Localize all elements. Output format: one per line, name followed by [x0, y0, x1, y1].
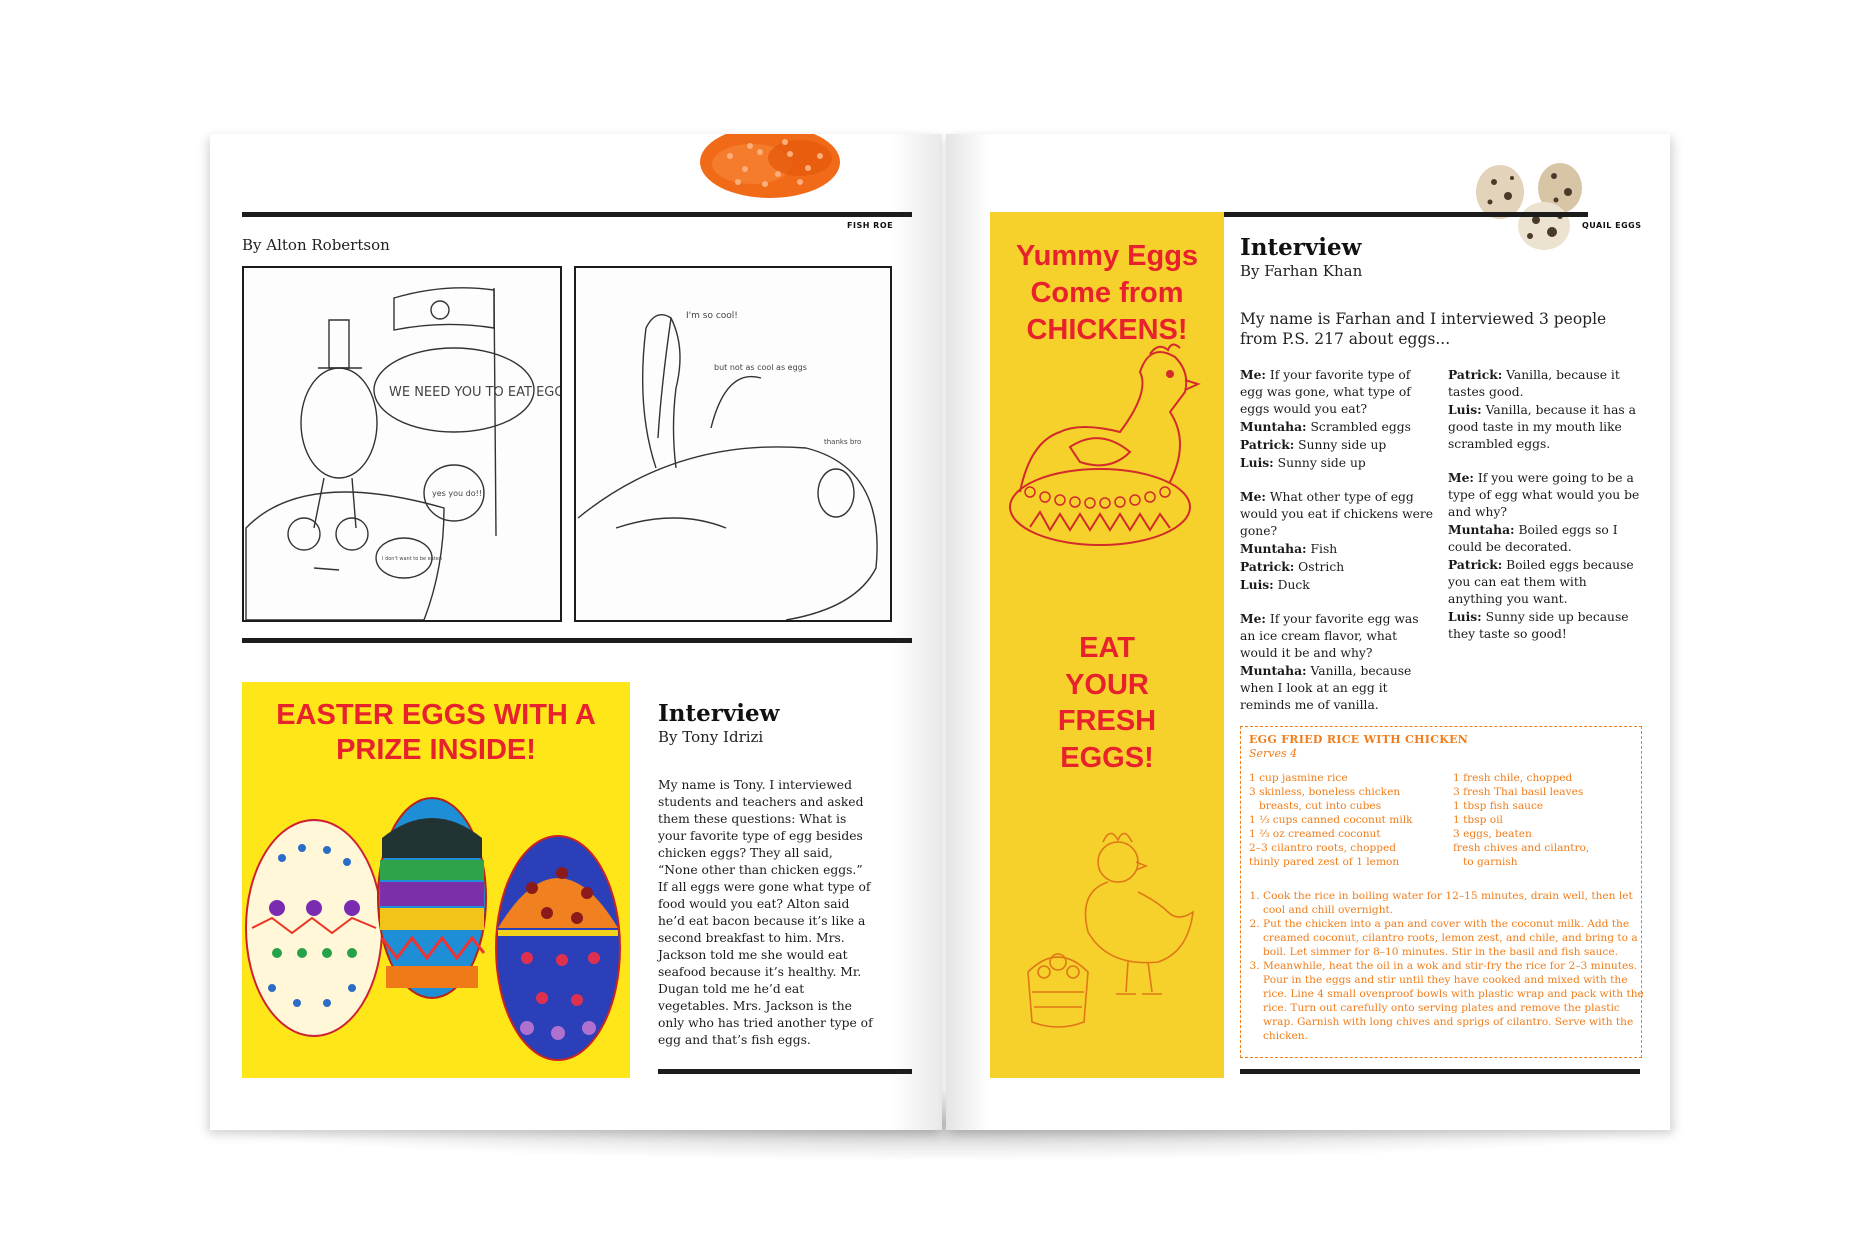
qa-text: Sunny side up [1294, 438, 1387, 452]
top-rule [242, 212, 912, 217]
interview-byline-farhan: By Farhan Khan [1240, 262, 1363, 280]
easter-eggs-title: EASTER EGGS WITH A PRIZE INSIDE! [276, 699, 596, 766]
qa-speaker: Me: [1240, 489, 1266, 504]
qa-text: Ostrich [1294, 560, 1345, 574]
comic-panel-1 [242, 266, 562, 622]
recipe-box [1240, 726, 1642, 1058]
qa-text: Vanilla, because when I look at an egg it reminds me of vanilla. [1240, 664, 1412, 712]
ingredients-left [1249, 771, 1413, 869]
interview-byline-tony: By Tony Idrizi [658, 728, 764, 746]
right-page [946, 134, 1670, 1130]
qa-speaker: Patrick: [1448, 557, 1503, 572]
comic-speech-2: but not as cool as eggs [714, 363, 807, 372]
hen-drawing [1000, 332, 1214, 552]
ingredient: to garnish [1463, 856, 1518, 868]
recipe-serves: Serves 4 [1249, 747, 1298, 760]
interview-qa-col1 [1240, 366, 1436, 730]
qa-block-4 [1448, 366, 1644, 453]
qa-speaker: Luis: [1448, 609, 1482, 624]
qa-text: Duck [1273, 578, 1310, 592]
left-page [210, 134, 942, 1130]
qa-text: Fish [1306, 542, 1338, 556]
qa-speaker: Muntaha: [1240, 419, 1307, 434]
qa-text: What other type of egg would you eat if chickens were gone? [1240, 490, 1434, 538]
interview-qa-col2 [1448, 366, 1644, 659]
recipe-title: EGG FRIED RICE WITH CHICKEN [1249, 733, 1469, 746]
chicken-sidebar [990, 212, 1224, 1078]
qa-speaker: Me: [1240, 367, 1266, 382]
sidebar-title: Yummy Eggs Come from CHICKENS! [1015, 240, 1199, 346]
qa-text: If your favorite egg was an ice cream flavor, what would it be and why? [1240, 612, 1419, 660]
bottom-rule-right [1240, 1069, 1640, 1074]
qa-speaker: Muntaha: [1240, 541, 1307, 556]
easter-eggs-box [242, 682, 630, 1078]
fish-roe-image [690, 134, 850, 204]
qa-text: Scrambled eggs [1306, 420, 1411, 434]
fish-roe-tag: FISH ROE [847, 221, 894, 230]
sidebar-slogan: EAT YOUR FRESH EGGS! [1057, 632, 1157, 774]
recipe-step: 1. Cook the rice in boiling water for 12–15 minutes, drain well, then let cool and chill overnight. [1263, 889, 1645, 917]
qa-text: Vanilla, because it tastes good. [1448, 368, 1620, 399]
comic-bubble-1: WE NEED YOU TO EAT EGGS [389, 385, 560, 400]
qa-text: Vanilla, because it has a good taste in my mouth like scrambled eggs. [1448, 403, 1636, 451]
qa-text: Sunny side up because they taste so good! [1448, 610, 1629, 641]
quail-eggs-image [1456, 162, 1656, 252]
comic-speech-3: thanks bro [824, 438, 862, 446]
qa-speaker: Muntaha: [1448, 522, 1515, 537]
qa-speaker: Muntaha: [1240, 663, 1307, 678]
qa-speaker: Luis: [1448, 402, 1482, 417]
qa-speaker: Patrick: [1448, 367, 1503, 382]
comic-drawing-2 [576, 268, 890, 620]
comic-bubble-2: yes you do!!! [432, 489, 486, 498]
quail-eggs-tag: QUAIL EGGS [1582, 221, 1642, 230]
ingredient: 3 fresh Thai basil leaves [1453, 786, 1584, 798]
qa-block-3 [1240, 610, 1436, 714]
qa-text: If your favorite type of egg was gone, what type of eggs would you eat? [1240, 368, 1411, 416]
ingredient: 3 skinless, boneless chicken [1249, 786, 1401, 798]
qa-block-1 [1240, 366, 1436, 472]
ingredient: 1 tbsp fish sauce [1453, 800, 1544, 812]
qa-speaker: Luis: [1240, 577, 1274, 592]
interview-intro-farhan: My name is Farhan and I interviewed 3 people from P.S. 217 about eggs... [1240, 310, 1607, 348]
comic-bubble-3: I don't want to be eaten [382, 556, 443, 562]
recipe-step: 3. Meanwhile, heat the oil in a wok and stir-fry the rice for 2–3 minutes. Pour in the eggs and stir until they have cooked and mixed with the rice. Line 4 small ovenproof bowls with plastic wrap and pack with the rice. Turn out carefully onto serving plates and remove the plastic wrap. Garnish with long chives and sprigs of cilantro. Serve with the chicken. [1263, 959, 1645, 1043]
qa-block-5 [1448, 469, 1644, 643]
qa-text: Sunny side up [1273, 456, 1366, 470]
ingredient: 1 ⅓ cups canned coconut milk [1249, 814, 1413, 826]
ingredient: fresh chives and cilantro, [1453, 842, 1590, 854]
qa-speaker: Patrick: [1240, 437, 1295, 452]
qa-block-2 [1240, 488, 1436, 594]
qa-text: Boiled eggs so I could be decorated. [1448, 523, 1618, 554]
interview-heading-tony: Interview [658, 700, 780, 727]
ingredient: 1 cup jasmine rice [1249, 772, 1348, 784]
qa-text: If you were going to be a type of egg what would you be and why? [1448, 471, 1640, 519]
interview-body-tony: My name is Tony. I interviewed students and teachers and asked them these questions: What is your favorite type of egg besides chicken eggs? They all said, “None other than chicken eggs.” If all eggs were gone what type of food would you eat? Alton said he’d eat bacon because it’s like a second breakfast to him. Mrs. Jackson told me she would eat seafood because it’s healthy. Mr. Dugan told me he’d eat vegetables. Mrs. Jackson is the only who has tried another type of egg and that’s fish eggs. [658, 778, 873, 1047]
ingredient: thinly pared zest of 1 lemon [1249, 856, 1400, 868]
middle-rule [242, 638, 912, 643]
chicks-drawing [1018, 822, 1208, 1042]
bottom-rule-left [658, 1069, 912, 1074]
interview-heading-farhan: Interview [1240, 234, 1362, 261]
qa-speaker: Patrick: [1240, 559, 1295, 574]
qa-speaker: Me: [1448, 470, 1474, 485]
ingredient: 1 ⅔ oz creamed coconut [1249, 828, 1381, 840]
easter-eggs-drawing [242, 778, 630, 1078]
qa-text: Boiled eggs because you can eat them with anything you want. [1448, 558, 1634, 606]
ingredient: breasts, cut into cubes [1259, 800, 1382, 812]
comic-speech-1: I'm so cool! [686, 311, 738, 321]
comic-byline: By Alton Robertson [242, 236, 390, 254]
ingredient: 3 eggs, beaten [1453, 828, 1532, 840]
qa-speaker: Luis: [1240, 455, 1274, 470]
qa-speaker: Me: [1240, 611, 1266, 626]
ingredient: 1 tbsp oil [1453, 814, 1503, 826]
ingredients-right [1453, 771, 1589, 869]
recipe-step: 2. Put the chicken into a pan and cover with the coconut milk. Add the creamed coconut, cilantro roots, lemon zest, and chile, and bring to a boil. Let simmer for 8–10 minutes. Stir in the basil and fish sauce. [1263, 917, 1645, 959]
comic-drawing-1 [244, 268, 560, 620]
comic-panel-2 [574, 266, 892, 622]
ingredient: 2–3 cilantro roots, chopped [1249, 842, 1397, 854]
recipe-steps [1249, 889, 1645, 1043]
ingredient: 1 fresh chile, chopped [1453, 772, 1573, 784]
